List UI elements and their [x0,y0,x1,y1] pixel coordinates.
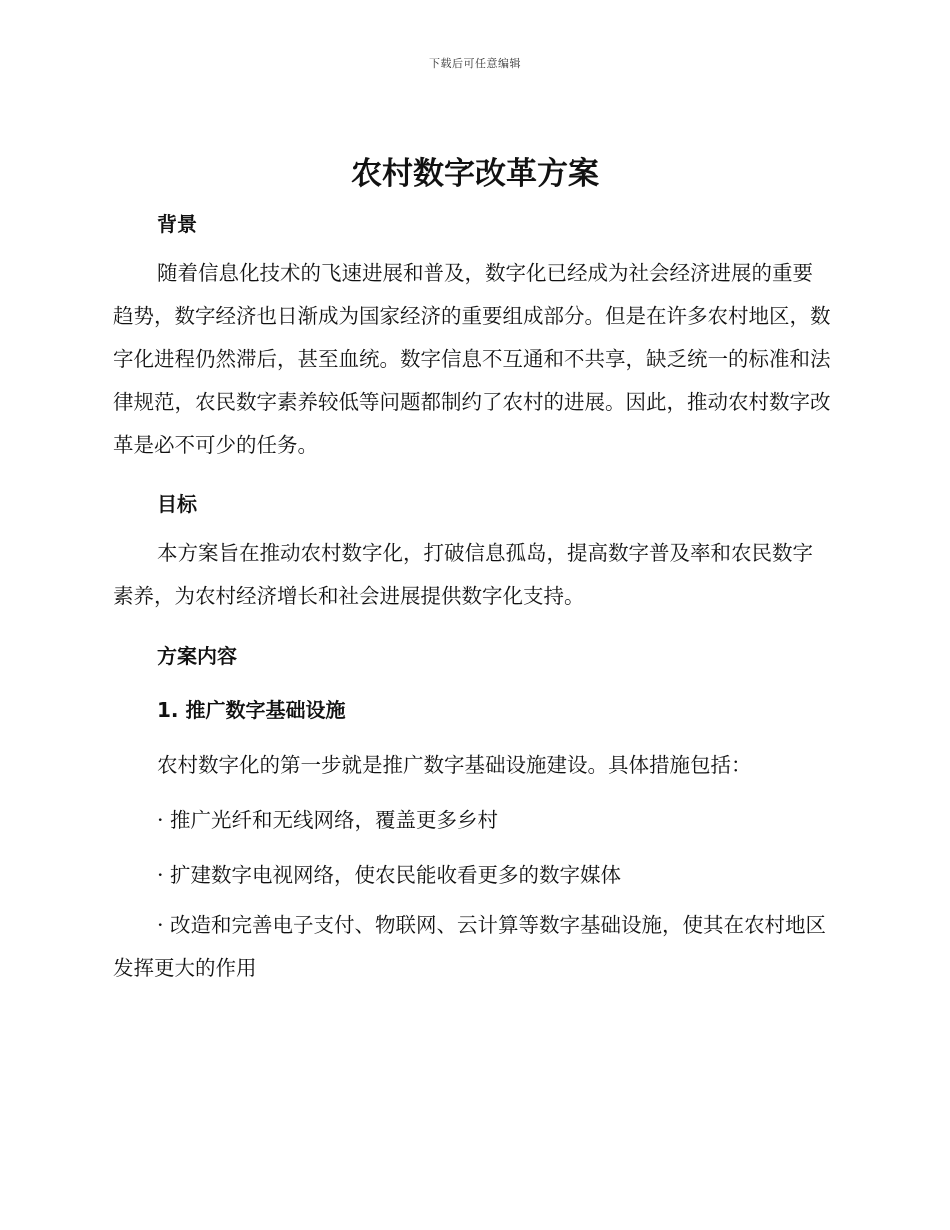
heading-plan-content: 方案内容 [157,644,237,668]
document-title: 农村数字改革方案 [351,156,599,192]
infrastructure-intro: 农村数字化的第一步就是推广数字基础设施建设。具体措施包括： [157,753,752,777]
paragraph-background: 随着信息化技术的飞速进展和普及，数字化已经成为社会经济进展的重要趋势，数字经济也日渐成为国家经济的重要组成部分。但是在许多农村地区，数字化进程仍然滞后，甚至血统。数字信息不互通和不共享，缺乏统一的标准和法律规范，农民数字素养较低等问题都制约了农村的进展。因此，推动农村数字改革是必不可少的任务。 [113,261,831,457]
paragraph-goal: 本方案旨在推动农村数字化，打破信息孤岛，提高数字普及率和农民数字素养，为农村经济增长和社会进展提供数字化支持。 [113,541,813,608]
bullet-item-3: · 改造和完善电子支付、物联网、云计算等数字基础设施，使其在农村地区发挥更大的作用 [113,913,827,980]
subheading-infrastructure: 1. 推广数字基础设施 [157,698,346,722]
heading-goal: 目标 [157,492,197,516]
bullet-item-1: · 推广光纤和无线网络，覆盖更多乡村 [157,808,499,832]
bullet-item-2: · 扩建数字电视网络，使农民能收看更多的数字媒体 [157,863,622,887]
heading-background: 背景 [157,212,197,236]
header-note: 下载后可任意编辑 [429,57,521,70]
